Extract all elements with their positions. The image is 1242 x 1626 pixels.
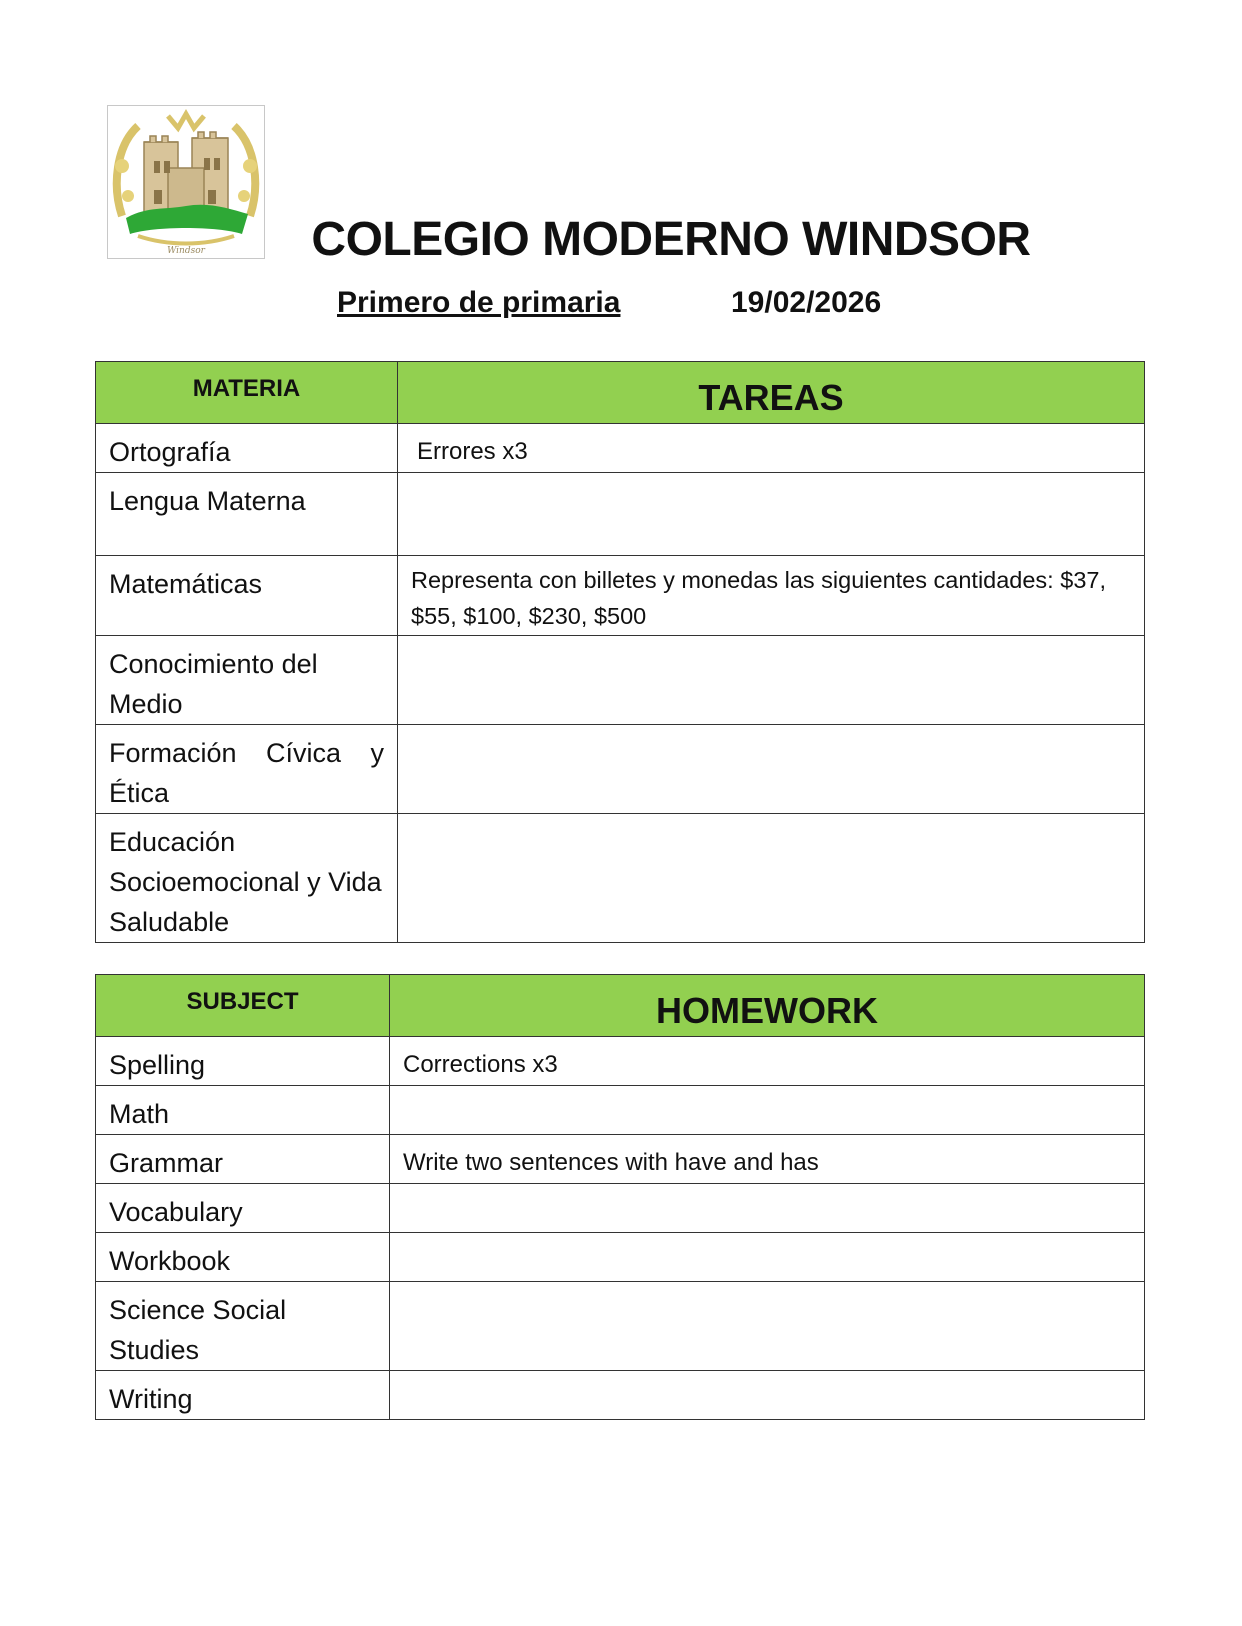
task-cell[interactable]: Representa con billetes y monedas las siguientes cantidades: $37, $55, $100, $230, $500: [398, 556, 1145, 636]
subject-cell: Writing: [96, 1371, 390, 1420]
subject-cell: Vocabulary: [96, 1184, 390, 1233]
english-homework-table: [95, 974, 1145, 1420]
column-header-tareas: TAREAS: [398, 362, 1145, 424]
table-row: [96, 424, 1145, 473]
task-cell[interactable]: [390, 1282, 1145, 1371]
subject-cell: Grammar: [96, 1135, 390, 1184]
column-header-homework: HOMEWORK: [390, 975, 1145, 1037]
task-cell[interactable]: [390, 1086, 1145, 1135]
subject-cell: Science Social Studies: [96, 1282, 390, 1371]
task-cell[interactable]: [398, 636, 1145, 725]
table-row: [96, 814, 1145, 943]
table-row: [96, 1233, 1145, 1282]
subject-cell: Conocimiento del Medio: [96, 636, 398, 725]
task-cell[interactable]: Errores x3: [398, 424, 1145, 473]
school-name: COLEGIO MODERNO WINDSOR: [311, 213, 1031, 266]
table-row: [96, 1037, 1145, 1086]
subject-cell: Math: [96, 1086, 390, 1135]
task-cell[interactable]: Corrections x3: [390, 1037, 1145, 1086]
date-label: 19/02/2026: [731, 286, 882, 319]
table-row: [96, 1135, 1145, 1184]
table-row: [96, 1086, 1145, 1135]
task-cell[interactable]: [390, 1371, 1145, 1420]
column-header-subject: SUBJECT: [96, 975, 390, 1037]
task-cell[interactable]: [390, 1184, 1145, 1233]
task-cell[interactable]: [398, 725, 1145, 814]
table-row: [96, 1184, 1145, 1233]
table-header-row: [96, 362, 1145, 424]
table-row: [96, 1282, 1145, 1371]
spanish-homework-table: [95, 361, 1145, 943]
subject-cell: Educación Socioemocional y Vida Saludable: [96, 814, 398, 943]
table-row: [96, 473, 1145, 556]
table-row: [96, 636, 1145, 725]
column-header-materia: MATERIA: [96, 362, 398, 424]
table-row: [96, 556, 1145, 636]
grade-label: Primero de primaria: [337, 286, 621, 319]
table-row: [96, 1371, 1145, 1420]
subject-cell: Formación Cívica y Ética: [96, 725, 398, 814]
subject-cell: Matemáticas: [96, 556, 398, 636]
subject-cell: Ortografía: [96, 424, 398, 473]
task-cell[interactable]: [398, 814, 1145, 943]
table-header-row: [96, 975, 1145, 1037]
subject-cell: Spelling: [96, 1037, 390, 1086]
task-cell[interactable]: [398, 473, 1145, 556]
table-row: [96, 725, 1145, 814]
subject-cell: Lengua Materna: [96, 473, 398, 556]
subject-cell: Workbook: [96, 1233, 390, 1282]
logo-caption: Windsor: [167, 246, 205, 256]
task-cell[interactable]: Write two sentences with have and has: [390, 1135, 1145, 1184]
task-cell[interactable]: [390, 1233, 1145, 1282]
